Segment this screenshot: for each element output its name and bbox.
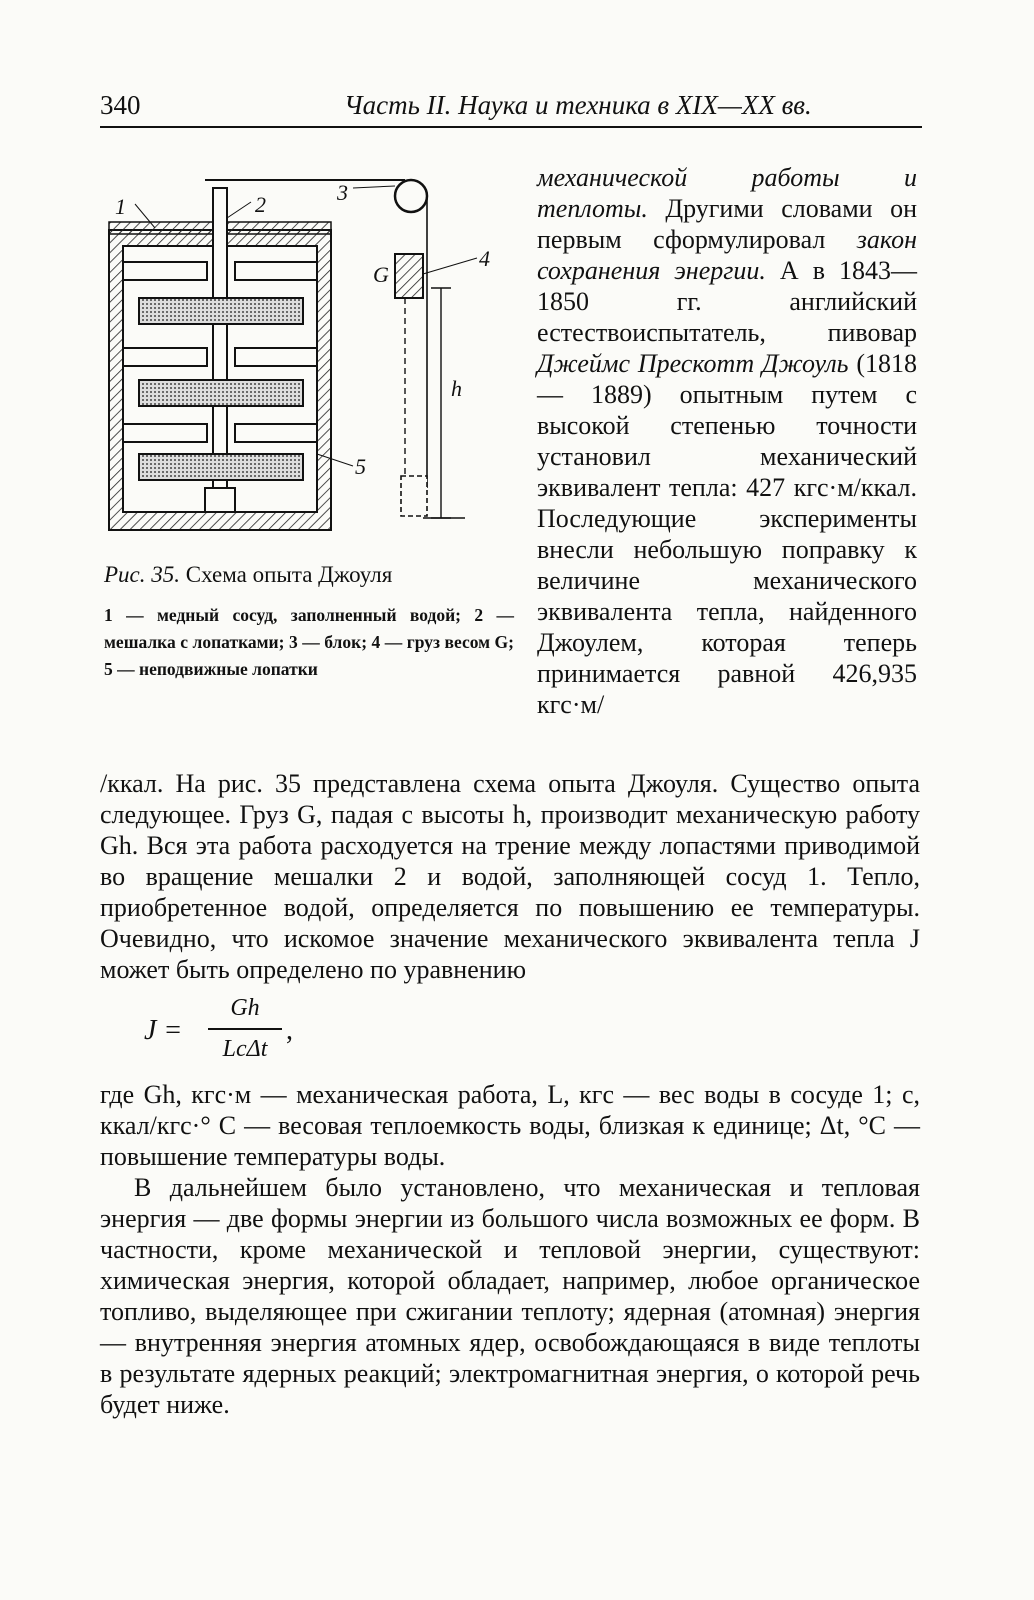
paragraph-experiment: /ккал. На рис. 35 представлена схема опыта Джоуля. Существо опыта следующее. Груз G, падая с высоты h, производит механическую работу Gh. Вся эта работа расходуется на трение между лопастями приводимой во вращение мешалки 2 и водой, заполняющей сосуд 1. Тепло, приобретенное водой, определяется по повышению ее температуры. Очевидно, что искомое значение механического эквивалента тепла J может быть определено по уравнению: [100, 769, 920, 984]
paragraph-energy-forms: В дальнейшем было установлено, что механическая и тепловая энергия — две формы энергии из большого числа возможных ее форм. В частности, кроме механической и тепловой энергии, существуют: химическая энергия, которой обладает, например, любое органическое топливо, выделяющее при сжигании теплоту; ядерная (атомная) энергия — внутренняя энергия атомных ядер, освобождающаяся в виде теплоты в результате ядерных реакций; электромагнитная энергия, о которой речь будет ниже.: [100, 1173, 920, 1419]
side-text-3: (1818 — 1889) опытным путем с высокой степенью точности установил механический эквивалент тепла: 427 кгс·м/ккал. Последующие эксперименты внесли небольшую поправку к величине механического эквивалента тепла, найденного Джоулем, которая теперь принимается равной 426,935 кгс·м/: [537, 349, 917, 719]
formula-comma: ,: [286, 1015, 293, 1046]
formula-lhs: J =: [144, 1015, 183, 1046]
side-italic-1: механической работы и теплоты.: [537, 163, 917, 223]
joule-formula: [100, 993, 920, 1073]
figure-caption: [104, 562, 514, 683]
side-column-text: [537, 162, 917, 720]
side-text-2: А в 1843—1850 гг. английский естествоиспытатель, пивовар: [537, 256, 917, 347]
side-text-1: Другими словами он первым сформулировал: [537, 194, 917, 254]
callout-g: G: [373, 262, 389, 287]
energy-law-term: закон сохранения энергии.: [537, 225, 917, 285]
callout-5: 5: [355, 454, 366, 479]
running-header: [100, 86, 922, 128]
caption-title: [104, 562, 514, 588]
paragraph-variables: где Gh, кгс·м — механическая работа, L, кгс — вес воды в сосуде 1; с, ккал/кгс·° С — весовая теплоемкость воды, близкая к единице; Δt, °С — повышение температуры воды.: [100, 1080, 920, 1171]
joule-apparatus-figure: [105, 158, 505, 558]
formula-denominator: LcΔt: [222, 1036, 268, 1062]
callout-1: 1: [115, 194, 126, 219]
formula-numerator: Gh: [230, 995, 260, 1021]
page-number: 340: [100, 90, 141, 120]
formula-fraction: [208, 993, 282, 1065]
main-text: [100, 768, 920, 1420]
callout-4: 4: [479, 246, 490, 271]
caption-text: Схема опыта Джоуля: [185, 562, 393, 587]
callout-2: 2: [255, 192, 266, 217]
caption-legend: 1 — медный сосуд, заполненный водой; 2 — мешалка с лопатками; 3 — блок; 4 — груз весом G; 5 — неподвижные лопатки: [104, 605, 514, 679]
caption-label: Рис. 35.: [104, 562, 181, 587]
callout-h: h: [451, 376, 462, 401]
joule-name: Джеймс Прескотт Джоуль: [537, 349, 849, 378]
callout-3: 3: [337, 180, 348, 205]
running-title: Часть II. Наука и техника в XIX—XX вв.: [344, 90, 812, 120]
fraction-bar: [208, 1028, 282, 1030]
